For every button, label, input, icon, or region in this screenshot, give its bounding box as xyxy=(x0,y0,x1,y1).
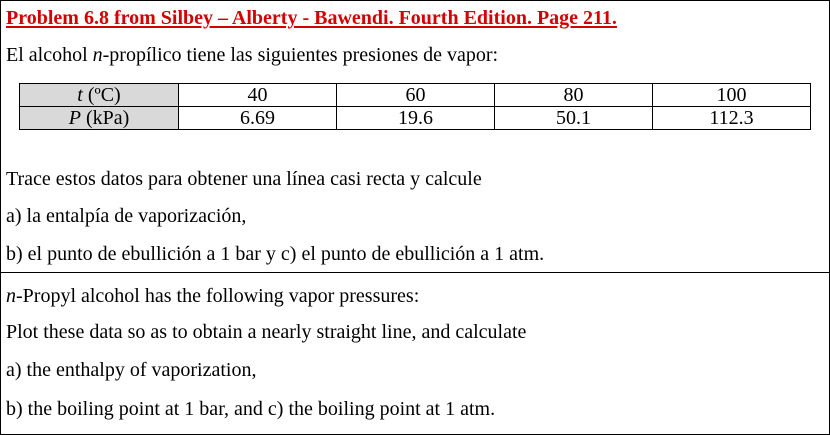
table-cell: 112.3 xyxy=(653,107,811,130)
spanish-intro xyxy=(6,43,498,67)
spanish-intro-var: n xyxy=(92,44,103,66)
spanish-line-3: b) el punto de ebullición a 1 bar y c) el punto de ebullición a 1 atm. xyxy=(6,243,545,265)
english-intro-var: n xyxy=(6,285,16,307)
table-cell: 80 xyxy=(495,84,653,107)
spanish-line-1: Trace estos datos para obtener una línea casi recta y calcule xyxy=(6,168,482,190)
table-cell: 50.1 xyxy=(495,107,653,130)
spanish-line-2: a) la entalpía de vaporización, xyxy=(6,205,247,227)
problem-title: Problem 6.8 from Silbey – Alberty - Bawendi. Fourth Edition. Page 211. xyxy=(6,7,617,29)
spanish-intro-rest: -propílico tiene las siguientes presiones de vapor: xyxy=(102,44,499,66)
english-intro-rest: -Propyl alcohol has the following vapor pressures: xyxy=(16,285,420,307)
table-cell: 19.6 xyxy=(337,107,495,130)
vapor-pressure-table xyxy=(19,83,811,130)
english-intro xyxy=(6,284,419,308)
table-cell: 100 xyxy=(653,84,811,107)
table-cell: 60 xyxy=(337,84,495,107)
table-row-pressure xyxy=(20,107,811,130)
english-line-3: b) the boiling point at 1 bar, and c) the boiling point at 1 atm. xyxy=(6,398,496,420)
english-line-2: a) the enthalpy of vaporization, xyxy=(6,359,257,381)
table-cell: 40 xyxy=(179,84,337,107)
row-header-temperature: t (ºC) xyxy=(20,84,179,107)
spanish-intro-lead: El alcohol xyxy=(6,44,93,66)
row-header-pressure: P (kPa) xyxy=(20,107,179,130)
table-cell: 6.69 xyxy=(179,107,337,130)
spanish-section xyxy=(1,1,829,273)
table-row-temperature xyxy=(20,84,811,107)
english-line-1: Plot these data so as to obtain a nearly straight line, and calculate xyxy=(6,321,527,343)
